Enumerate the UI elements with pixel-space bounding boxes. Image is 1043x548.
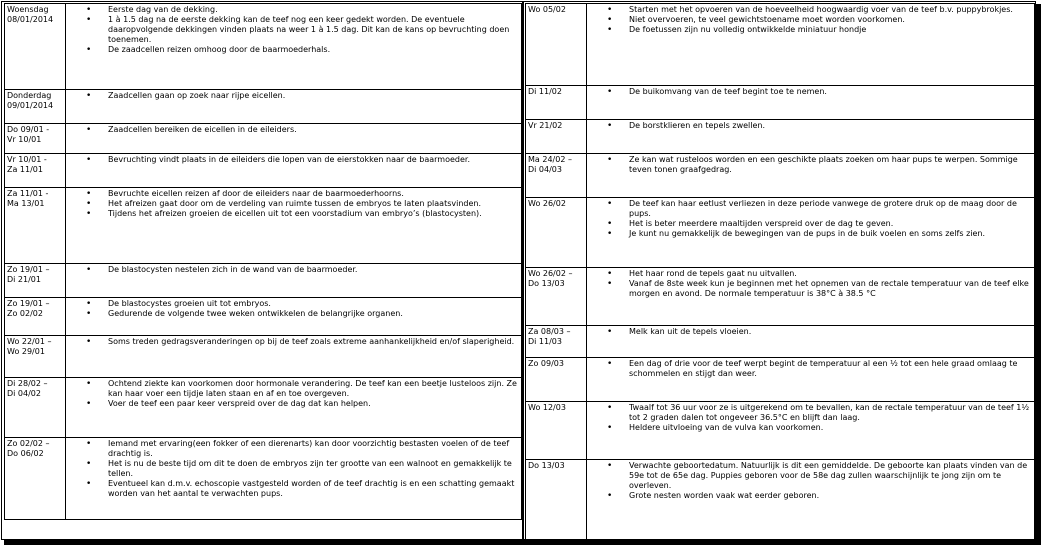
list-item: • Vanaf de 8ste week kun je beginnen met het opnemen van de rectale temperatuur van de teef elke morgen en avond. De normale temperatuur is 38°C à 38.5 °C <box>629 279 1032 299</box>
right-schedule-table <box>525 3 1035 540</box>
table-row <box>526 268 1035 326</box>
bullet-list <box>68 439 519 499</box>
list-item: • Het is beter meerdere maaltijden verspreid over de dag te geven. <box>629 219 1032 229</box>
list-item: • Voer de teef een paar keer verspreid over de dag dat kan helpen. <box>108 399 519 409</box>
date-cell: Zo 09/03 <box>526 358 587 402</box>
notes-cell <box>587 268 1035 326</box>
date-cell: Vr 21/02 <box>526 120 587 154</box>
table-row <box>5 124 522 154</box>
list-item: • Grote nesten worden vaak wat eerder geboren. <box>629 491 1032 501</box>
date-cell: Zo 19/01 – Di 21/01 <box>5 264 66 298</box>
list-item: • Zaadcellen bereiken de eicellen in de eileiders. <box>108 125 519 135</box>
notes-cell <box>66 298 522 336</box>
notes-cell <box>66 124 522 154</box>
date-cell: Wo 22/01 – Wo 29/01 <box>5 336 66 378</box>
list-item: • Verwachte geboortedatum. Natuurlijk is dit een gemiddelde. De geboorte kan plaats vinden van de 59e tot de 65e dag. Puppies geboren voor de 58e dag zullen waarschijnlijk te jong zijn om te overleven. <box>629 461 1032 491</box>
notes-cell <box>66 264 522 298</box>
list-item: • Zaadcellen gaan op zoek naar rijpe eicellen. <box>108 91 519 101</box>
bullet-list <box>589 359 1032 379</box>
date-cell: Di 28/02 – Di 04/02 <box>5 378 66 438</box>
list-item: • Tijdens het afreizen groeien de eicellen uit tot een voorstadium van embryo’s (blastocysten). <box>108 209 519 219</box>
bullet-list <box>68 299 519 319</box>
left-schedule-table <box>4 3 522 520</box>
list-item: • De teef kan haar eetlust verliezen in deze periode vanwege de grotere druk op de maag door de pups. <box>629 199 1032 219</box>
list-item: • Heldere uitvloeing van de vulva kan voorkomen. <box>629 423 1032 433</box>
bullet-list <box>68 379 519 409</box>
notes-cell <box>66 378 522 438</box>
table-row <box>5 264 522 298</box>
notes-cell <box>66 188 522 264</box>
table-row <box>5 438 522 520</box>
list-item: • 1 à 1.5 dag na de eerste dekking kan de teef nog een keer gedekt worden. De eventuele daaropvolgende dekkingen vinden plaats na weer 1 à 1.5 dag. Dit kan de kans op bevruchting doen toenemen. <box>108 15 519 45</box>
date-cell: Za 08/03 – Di 11/03 <box>526 326 587 358</box>
notes-cell <box>587 460 1035 541</box>
bullet-list <box>68 189 519 219</box>
table-row <box>5 298 522 336</box>
date-cell: Vr 10/01 - Za 11/01 <box>5 154 66 188</box>
bullet-list <box>68 5 519 55</box>
notes-cell <box>587 4 1035 86</box>
list-item: • De borstklieren en tepels zwellen. <box>629 121 1032 131</box>
bullet-list <box>589 269 1032 299</box>
table-row <box>526 86 1035 120</box>
date-cell: Woensdag 08/01/2014 <box>5 4 66 90</box>
date-cell: Wo 05/02 <box>526 4 587 86</box>
notes-cell <box>66 154 522 188</box>
table-row <box>526 358 1035 402</box>
notes-cell <box>587 198 1035 268</box>
list-item: • Starten met het opvoeren van de hoeveelheid hoogwaardig voer van de teef b.v. puppybrokjes. <box>629 5 1032 15</box>
date-cell: Wo 26/02 <box>526 198 587 268</box>
list-item: • De blastocystes groeien uit tot embryos. <box>108 299 519 309</box>
bullet-list <box>589 461 1032 501</box>
bullet-list <box>589 199 1032 239</box>
bullet-list <box>589 155 1032 175</box>
date-cell: Wo 12/03 <box>526 402 587 460</box>
list-item: • Bevruchte eicellen reizen af door de eileiders naar de baarmoederhoorns. <box>108 189 519 199</box>
table-row <box>5 336 522 378</box>
notes-cell <box>66 438 522 520</box>
notes-cell <box>66 90 522 124</box>
list-item: • De blastocysten nestelen zich in de wand van de baarmoeder. <box>108 265 519 275</box>
list-item: • Het haar rond de tepels gaat nu uitvallen. <box>629 269 1032 279</box>
bullet-list <box>68 125 519 135</box>
notes-cell <box>587 326 1035 358</box>
notes-cell <box>587 358 1035 402</box>
table-row <box>526 120 1035 154</box>
list-item: • Ze kan wat rusteloos worden en een geschikte plaats zoeken om haar pups te werpen. Sommige teven tonen graafgedrag. <box>629 155 1032 175</box>
table-row <box>5 188 522 264</box>
date-cell: Do 13/03 <box>526 460 587 541</box>
list-item: • Ochtend ziekte kan voorkomen door hormonale verandering. De teef kan een beetje lusteloos zijn. Ze kan haar voer een tijdje laten staan en af en toe overgeven. <box>108 379 519 399</box>
left-column <box>4 3 522 520</box>
date-cell: Zo 02/02 – Do 06/02 <box>5 438 66 520</box>
table-row <box>526 154 1035 198</box>
list-item: • Eventueel kan d.m.v. echoscopie vastgesteld worden of de teef drachtig is en een schatting gemaakt worden van het aantal te verwachten pups. <box>108 479 519 499</box>
list-item: • De zaadcellen reizen omhoog door de baarmoederhals. <box>108 45 519 55</box>
table-row <box>526 460 1035 541</box>
list-item: • Melk kan uit de tepels vloeien. <box>629 327 1032 337</box>
table-row <box>526 4 1035 86</box>
list-item: • De foetussen zijn nu volledig ontwikkelde miniatuur hondje <box>629 25 1032 35</box>
date-cell: Wo 26/02 – Do 13/03 <box>526 268 587 326</box>
list-item: • Een dag of drie voor de teef werpt begint de temperatuur al een ½ tot een hele graad omlaag te schommelen en stijgt dan weer. <box>629 359 1032 379</box>
page-shadow-bottom <box>4 540 1041 545</box>
document-frame <box>1 1 1036 540</box>
notes-cell <box>587 154 1035 198</box>
list-item: • Soms treden gedragsveranderingen op bij de teef zoals extreme aanhankelijkheid en/of slaperigheid. <box>108 337 519 347</box>
date-cell: Donderdag 09/01/2014 <box>5 90 66 124</box>
list-item: • Je kunt nu gemakkelijk de bewegingen van de pups in de buik voelen en soms zelfs zien. <box>629 229 1032 239</box>
notes-cell <box>587 120 1035 154</box>
list-item: • Bevruchting vindt plaats in de eileiders die lopen van de eierstokken naar de baarmoeder. <box>108 155 519 165</box>
right-column <box>525 3 1035 540</box>
bullet-list <box>589 327 1032 337</box>
date-cell: Zo 19/01 – Zo 02/02 <box>5 298 66 336</box>
table-row <box>5 154 522 188</box>
bullet-list <box>68 155 519 165</box>
list-item: • De buikomvang van de teef begint toe te nemen. <box>629 87 1032 97</box>
list-item: • Het is nu de beste tijd om dit te doen de embryos zijn ter grootte van een walnoot en gemakkelijk te tellen. <box>108 459 519 479</box>
notes-cell <box>66 336 522 378</box>
bullet-list <box>68 91 519 101</box>
table-row <box>5 90 522 124</box>
bullet-list <box>589 5 1032 35</box>
date-cell: Ma 24/02 – Di 04/03 <box>526 154 587 198</box>
list-item: • Twaalf tot 36 uur voor ze is uitgerekend om te bevallen, kan de rectale temperatuur van de teef 1½ tot 2 graden dalen tot ongeveer 36.5°C en blijft dan laag. <box>629 403 1032 423</box>
page-shadow-right <box>1036 4 1041 544</box>
table-row <box>526 198 1035 268</box>
list-item: • Het afreizen gaat door om de verdeling van ruimte tussen de embryos te laten plaatsvinden. <box>108 199 519 209</box>
bullet-list <box>589 121 1032 131</box>
bullet-list <box>589 87 1032 97</box>
notes-cell <box>66 4 522 90</box>
bullet-list <box>68 265 519 275</box>
date-cell: Do 09/01 - Vr 10/01 <box>5 124 66 154</box>
table-row <box>526 326 1035 358</box>
list-item: • Eerste dag van de dekking. <box>108 5 519 15</box>
table-row <box>5 4 522 90</box>
notes-cell <box>587 86 1035 120</box>
date-cell: Za 11/01 - Ma 13/01 <box>5 188 66 264</box>
list-item: • Gedurende de volgende twee weken ontwikkelen de belangrijke organen. <box>108 309 519 319</box>
column-divider <box>522 2 524 540</box>
table-row <box>526 402 1035 460</box>
table-row <box>5 378 522 438</box>
list-item: • Niet overvoeren, te veel gewichtstoename moet worden voorkomen. <box>629 15 1032 25</box>
bullet-list <box>589 403 1032 433</box>
list-item: • Iemand met ervaring(een fokker of een dierenarts) kan door voorzichtig bestasten voelen of de teef drachtig is. <box>108 439 519 459</box>
date-cell: Di 11/02 <box>526 86 587 120</box>
notes-cell <box>587 402 1035 460</box>
bullet-list <box>68 337 519 347</box>
